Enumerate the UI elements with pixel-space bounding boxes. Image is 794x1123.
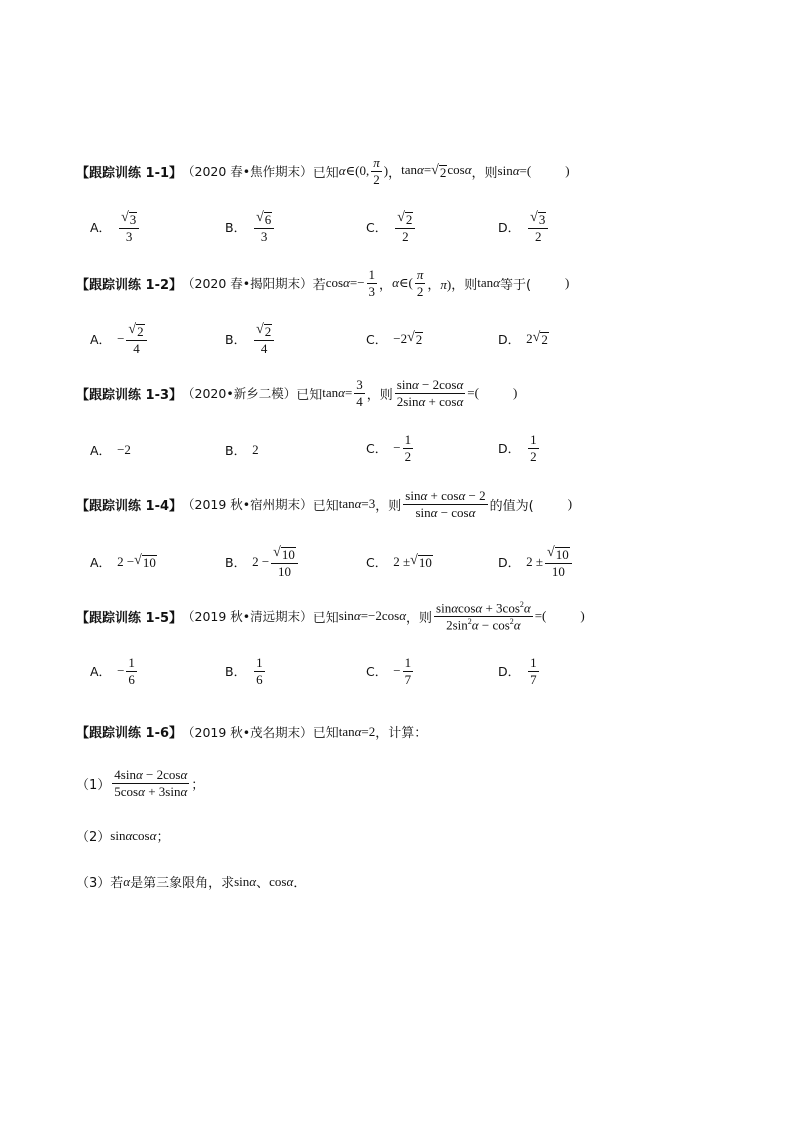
math-expr: α∈(0, — [338, 163, 370, 179]
question-text: ) — [567, 496, 573, 512]
fraction: √ 10 10 — [545, 545, 572, 579]
question-text: 已知 — [312, 165, 339, 181]
question-text: ，则 — [366, 387, 393, 403]
question-text: ，则 — [406, 610, 433, 626]
question-text: 已知 — [312, 498, 339, 514]
question-text: 若 — [312, 277, 326, 293]
option-d[interactable] — [498, 656, 541, 686]
option-d[interactable] — [498, 210, 550, 244]
question-tag: 【跟踪训练 1-5】 — [76, 610, 183, 626]
option-label: D． — [498, 554, 521, 570]
subquestion-number: （3）若 — [76, 876, 124, 891]
question-text: 是第三象限角，求 — [130, 876, 235, 891]
fraction: $\frac{1}{7}$ — [530, 655, 537, 687]
question-text: ， — [388, 165, 402, 181]
question-text: =( — [467, 385, 479, 401]
fraction: $\frac{3}{4}$ — [356, 377, 363, 409]
option-label: C． — [366, 441, 388, 457]
fraction: $\frac{1}{7}$ — [404, 655, 412, 687]
question-1-5 — [76, 601, 585, 632]
math-expr: cosα — [269, 873, 294, 889]
option-value: 2 — [252, 442, 259, 457]
option-c[interactable]: C． −2 √ 2 — [366, 329, 423, 347]
option-value: −2 — [117, 442, 131, 457]
option-c[interactable]: C． 2 ± √ 10 — [366, 552, 432, 570]
question-text: 已知 — [312, 610, 339, 626]
fraction: $\frac{\sin\alpha - 2\cos\alpha}{2\sin\alpha + \cos\alpha}$ — [396, 377, 464, 409]
question-text: 的值为( — [489, 498, 534, 514]
math-expr: ，π) — [427, 276, 452, 292]
fraction: $\frac{\sin\alpha + \cos\alpha - 2}{\sin\alpha - \cos\alpha}$ — [405, 488, 486, 520]
subquestion-number: （2） — [76, 830, 111, 845]
option-a[interactable] — [90, 210, 141, 244]
subquestion-number: （1） — [76, 777, 111, 793]
option-label: C． — [366, 555, 388, 570]
question-text: ， — [379, 277, 393, 293]
option-d[interactable] — [498, 433, 541, 463]
fraction: √ 6 3 — [254, 210, 274, 244]
question-text: ) — [565, 163, 570, 179]
question-source: （2019 秋•茂名期末） — [182, 724, 313, 740]
fraction: $\frac{1}{6}$ — [128, 655, 135, 687]
math-expr: tanα=3 — [338, 496, 376, 512]
question-text: ，则 — [451, 277, 478, 293]
subquestion-1 — [76, 768, 204, 798]
math-expr: sinα=−2cosα — [338, 608, 407, 624]
subquestion-2 — [76, 826, 169, 845]
option-label: C． — [366, 664, 388, 680]
math-expr: tanα= √ 2 cosα — [401, 161, 472, 180]
option-label: D． — [498, 441, 521, 457]
option-b[interactable] — [225, 441, 259, 459]
fraction: $\frac{1}{2}$ — [530, 432, 537, 464]
fraction: √ 2 4 — [254, 322, 274, 356]
question-text: ，计算： — [375, 726, 428, 741]
option-label: D． — [498, 664, 521, 680]
question-tag: 【跟踪训练 1-6】 — [76, 726, 183, 741]
question-source: （2020•新乡二模） — [182, 386, 297, 402]
fraction: $\frac{4\sin\alpha - 2\cos\alpha}{5\cos\alpha + 3\sin\alpha}$ — [114, 767, 188, 799]
question-text: =( — [534, 608, 547, 624]
question-tag: 【跟踪训练 1-2】 — [76, 277, 183, 293]
question-text: =( — [519, 163, 532, 179]
option-label: B． — [225, 664, 247, 680]
option-label: A． — [90, 443, 112, 458]
option-label: B． — [225, 554, 247, 570]
option-label: B． — [225, 443, 247, 458]
option-a[interactable]: A． − √ 2 4 — [90, 322, 149, 356]
option-a[interactable] — [90, 441, 131, 459]
option-b[interactable] — [225, 210, 276, 244]
question-text: ) — [512, 385, 518, 401]
fraction: √ 10 10 — [271, 545, 298, 579]
option-label: A． — [90, 219, 112, 235]
subquestion-3 — [76, 872, 306, 891]
option-label: C． — [366, 332, 388, 347]
option-c[interactable] — [366, 210, 417, 244]
math-expr: tanα=2 — [338, 723, 376, 739]
question-source: （2019 秋•清远期末） — [182, 609, 313, 625]
fraction: √ 2 4 — [126, 322, 146, 356]
fraction: $\frac{1}{6}$ — [256, 655, 263, 687]
fraction: $\frac{1}{2}$ — [404, 432, 412, 464]
question-text: 、 — [256, 876, 270, 891]
question-1-3 — [76, 378, 517, 408]
option-a[interactable]: A． − $\frac{1}{6}$ — [90, 655, 135, 687]
fraction: $\frac{\pi}{2}$ — [373, 155, 380, 187]
math-expr: tanα= — [322, 385, 353, 401]
question-text: ． — [293, 876, 307, 891]
fraction: √ 3 3 — [119, 210, 139, 244]
question-1-4 — [76, 489, 572, 519]
option-label: A． — [90, 555, 112, 570]
math-expr: tanα — [477, 275, 500, 291]
question-text: ，则 — [471, 165, 498, 181]
question-text: 已知 — [312, 726, 339, 741]
option-label: A． — [90, 331, 112, 347]
question-tag: 【跟踪训练 1-4】 — [76, 498, 183, 514]
question-text: ) — [565, 275, 570, 291]
question-1-6 — [76, 722, 427, 741]
fraction: √ 3 2 — [528, 210, 548, 244]
option-label: D． — [498, 219, 521, 235]
question-text: 等于( — [499, 277, 532, 293]
option-d[interactable]: D． 2 ± √ 10 10 — [498, 545, 574, 579]
math-expr: cosα=− — [325, 275, 365, 291]
option-label: D． — [498, 332, 521, 347]
option-d[interactable]: D． 2 √ 2 — [498, 329, 548, 347]
option-b[interactable] — [225, 322, 276, 356]
question-text: ) — [580, 608, 585, 624]
question-source: （2020 春•揭阳期末） — [182, 276, 313, 292]
math-expr: sinα — [234, 873, 257, 889]
question-text: ，则 — [375, 498, 402, 514]
option-b[interactable]: B． 2 − √ 10 10 — [225, 545, 300, 579]
option-label: B． — [225, 219, 247, 235]
option-label: C． — [366, 219, 388, 235]
math-expr: α∈( — [392, 275, 413, 291]
option-a[interactable]: A． 2 − √ 10 — [90, 552, 156, 570]
question-source: （2020 春•焦作期末） — [182, 164, 313, 180]
question-source: （2019 秋•宿州期末） — [182, 497, 313, 513]
math-expr: sinα — [497, 163, 520, 179]
option-c[interactable]: C． − $\frac{1}{7}$ — [366, 655, 412, 687]
question-1-1: 【跟踪训练 1-1】 （2020 春•焦作期末） 已知 α∈(0, $\frac{\pi}{2}$ ) ， tanα= √ 2 cosα ，则 sinα =( ) — [76, 155, 570, 187]
question-text: ； — [191, 777, 205, 793]
option-label: A． — [90, 664, 112, 680]
option-label: B． — [225, 331, 247, 347]
fraction: √ 2 2 — [395, 210, 415, 244]
fraction: $\frac{\sin\alpha\cos\alpha + 3\cos^2\alpha}{2\sin^2\alpha - \cos^2\alpha}$ — [436, 600, 531, 633]
question-text: ； — [156, 830, 170, 845]
option-c[interactable]: C． − $\frac{1}{2}$ — [366, 432, 412, 464]
question-1-2 — [76, 268, 569, 298]
question-tag: 【跟踪训练 1-1】 — [76, 165, 183, 181]
question-tag: 【跟踪训练 1-3】 — [76, 387, 183, 403]
math-expr: α — [123, 873, 131, 889]
math-expr: sinαcosα — [110, 827, 157, 843]
fraction: $\frac{\pi}{2}$ — [416, 267, 424, 299]
question-text: 已知 — [296, 387, 323, 403]
fraction: $\frac{1}{3}$ — [368, 267, 376, 299]
option-b[interactable] — [225, 656, 267, 686]
